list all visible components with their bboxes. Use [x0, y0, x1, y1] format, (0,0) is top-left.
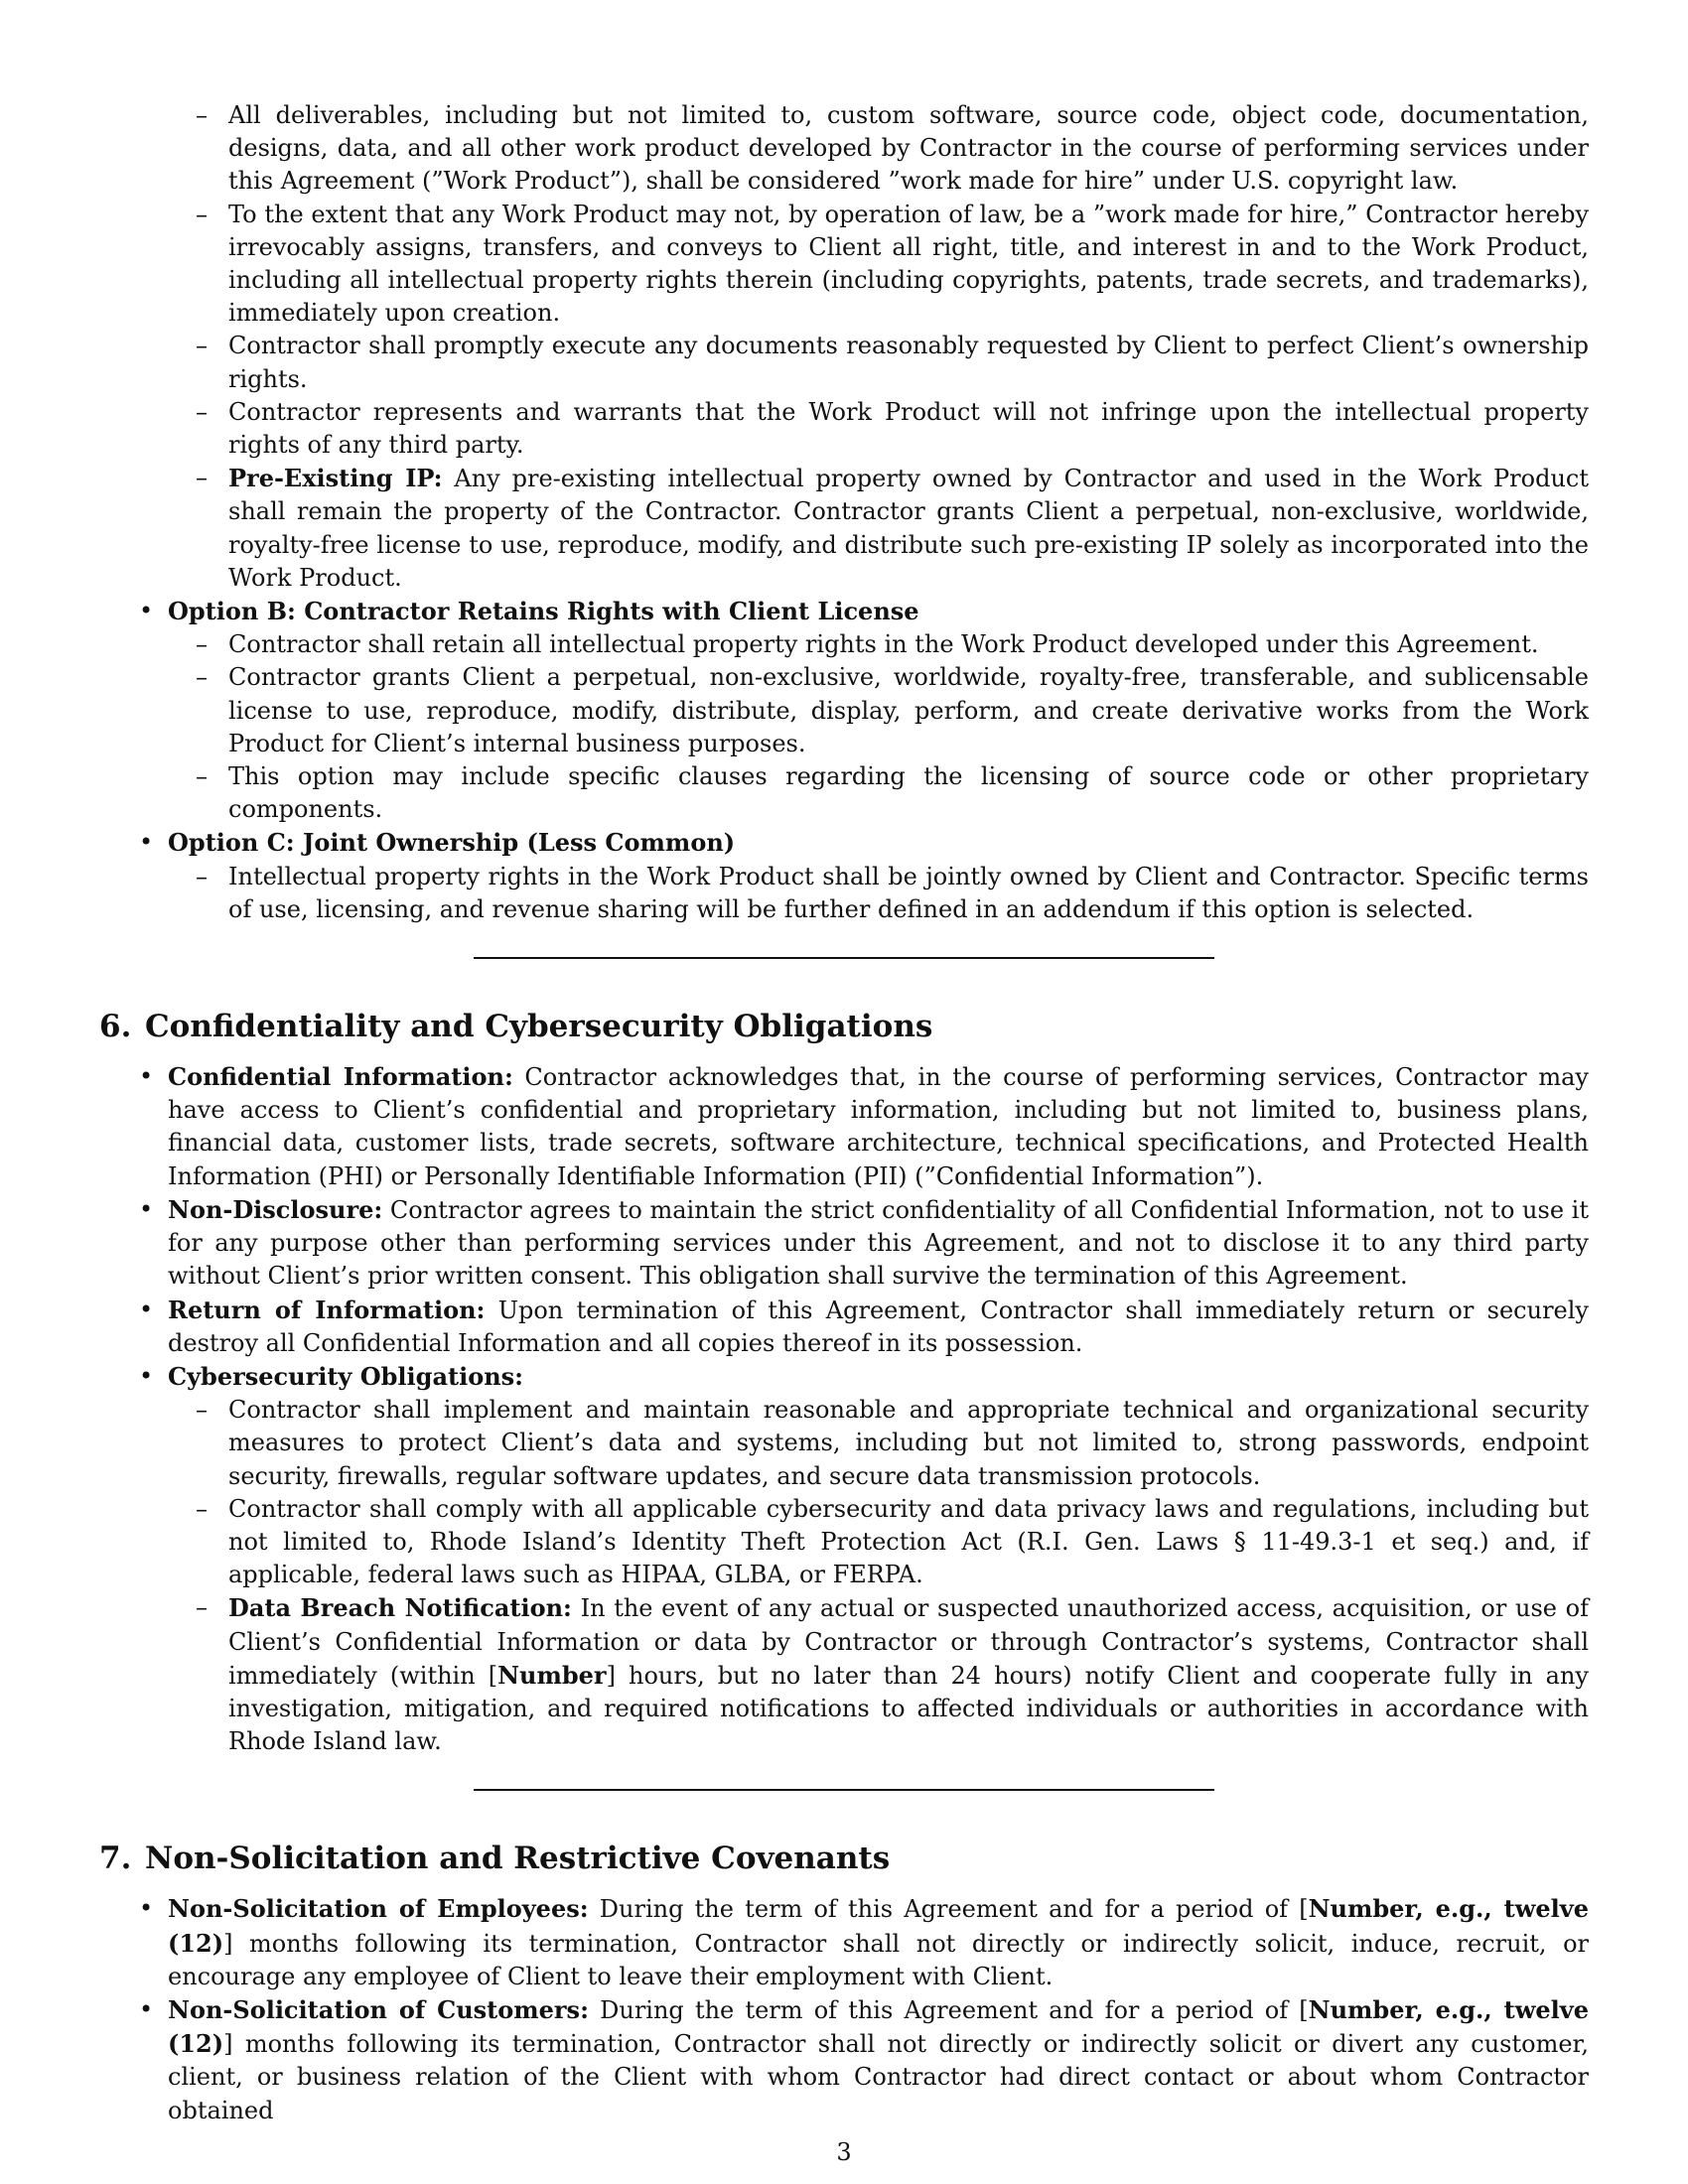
list-item — [168, 1394, 1589, 1493]
cybersecurity-item — [99, 1360, 1589, 1758]
item-label: Non-Solicitation of Employees: — [168, 1894, 589, 1924]
placeholder-field: Number, e.g., twelve (12) — [168, 1894, 1589, 1958]
item-label: Pre-Existing IP: — [228, 464, 443, 493]
list-item — [99, 1060, 1589, 1193]
item-text: Contractor shall retain all intellectual property rights in the Work Product developed under this Agreement. — [228, 630, 1539, 659]
item-text: Contractor acknowledges that, in the course of performing services, Contractor may have access to Client’s confidential and proprietary information, including but not limited to, business plans, financial data, customer lists, trade secrets, software architecture, technical specifications, and Protected Health Information (PHI) or Personally Identifiable Information (PII) (”Confidential Information”). — [168, 1063, 1589, 1190]
item-text: During the term of this Agreement and for a period of [ — [588, 1895, 1309, 1924]
section-7-heading — [99, 1839, 1589, 1878]
list-item — [168, 1493, 1589, 1592]
item-label: Non-Solicitation of Customers: — [168, 1994, 589, 2024]
list-item — [99, 1993, 1589, 2127]
list-item — [99, 99, 1589, 199]
list-item — [99, 396, 1589, 462]
list-item — [168, 1591, 1589, 1758]
section-6-list — [99, 1060, 1589, 1758]
item-text: Any pre-existing intellectual property owned by Contractor and used in the Work Product shall remain the property of the Contractor. Contractor grants Client a perpetual, non-exclusive, worldwide, royalty-free license to use, reproduce, modify, and distribute such pre-existing IP solely as incorporated into the Work Product. — [228, 465, 1589, 592]
list-item — [99, 1193, 1589, 1294]
list-item — [168, 760, 1589, 826]
ip-options-list — [99, 595, 1589, 926]
item-text: Contractor shall comply with all applicable cybersecurity and data privacy laws and regulations, including but not limited to, Rhode Island’s Identity Theft Protection Act (R.I. Gen. Laws § 11-49.3-1 et seq.) and, if applicable, federal laws such as HIPAA, GLBA, or FERPA. — [228, 1494, 1589, 1589]
page-content — [99, 99, 1589, 2127]
item-label: Data Breach Notification: — [228, 1593, 572, 1623]
option-b — [99, 595, 1589, 826]
item-text: To the extent that any Work Product may not, by operation of law, be a ”work made for hire,” Contractor hereby irrevocably assigns, transfers, and conveys to Client all right, title, and interest in and to the Work Product, including all intellectual property rights therein (including copyrights, patents, trade secrets, and trademarks), immediately upon creation. — [228, 200, 1589, 328]
option-b-title: Option B: Contractor Retains Rights with Client License — [168, 597, 919, 626]
list-item — [99, 330, 1589, 395]
item-label: Cybersecurity Obligations: — [168, 1361, 524, 1391]
list-item — [168, 661, 1589, 760]
item-text: During the term of this Agreement and for a period of [ — [588, 1995, 1309, 2024]
section-7-list — [99, 1892, 1589, 2126]
section-divider — [474, 1789, 1214, 1791]
item-text: This option may include specific clauses regarding the licensing of source code or other proprietary components. — [228, 762, 1589, 824]
list-item — [168, 861, 1589, 926]
list-item — [168, 628, 1589, 661]
option-b-items — [168, 628, 1589, 826]
page-number: 3 — [836, 2138, 852, 2166]
section-6-heading — [99, 1007, 1589, 1046]
item-text: ] months following its termination, Contractor shall not directly or indirectly solicit or divert any customer, client, or business relation of the Client with whom Contractor had direct contact or about whom Contractor obtained — [168, 2030, 1589, 2124]
placeholder-field: Number, e.g., twelve (12) — [168, 1994, 1589, 2059]
option-c-title: Option C: Joint Ownership (Less Common) — [168, 828, 736, 858]
section-number: 7. — [99, 1841, 132, 1877]
option-a-list — [99, 99, 1589, 595]
list-item — [99, 1892, 1589, 1993]
item-text: Contractor shall promptly execute any documents reasonably requested by Client to perfect Client’s ownership rights. — [228, 332, 1589, 393]
item-text: Contractor agrees to maintain the strict confidentiality of all Confidential Information, not to use it for any purpose other than performing services under this Agreement, and not to disclose it to any third party without Client’s prior written consent. This obligation shall survive the termination of this Agreement. — [168, 1195, 1589, 1291]
item-text: Intellectual property rights in the Work Product shall be jointly owned by Client and Contractor. Specific terms of use, licensing, and revenue sharing will be further defined in an addendum if this option is selected. — [228, 862, 1589, 923]
item-text: ] hours, but no later than 24 hours) notify Client and cooperate fully in any investigation, mitigation, and required notifications to affected individuals or authorities in accordance with Rhode Island law. — [228, 1661, 1589, 1756]
item-text: In the event of any actual or suspected unauthorized access, acquisition, or use of Client’s Confidential Information or data by Contractor or through Contractor’s systems, Contractor shall immediately (within [ — [228, 1594, 1589, 1690]
item-label: Return of Information: — [168, 1295, 486, 1324]
section-divider — [474, 957, 1214, 959]
section-title: Non-Solicitation and Restrictive Covenants — [145, 1841, 891, 1877]
placeholder-field: Number — [497, 1660, 607, 1690]
item-label: Confidential Information: — [168, 1062, 513, 1092]
option-c-items — [168, 861, 1589, 926]
item-text: Contractor represents and warrants that the Work Product will not infringe upon the intellectual property rights of any third party. — [228, 397, 1589, 460]
cybersecurity-list — [168, 1394, 1589, 1758]
section-title: Confidentiality and Cybersecurity Obligations — [145, 1009, 933, 1045]
list-item — [99, 199, 1589, 331]
item-text: Contractor grants Client a perpetual, non-exclusive, worldwide, royalty-free, transferable, and sublicensable license to use, reproduce, modify, distribute, display, perform, and create derivative works from the Work Product for Client’s internal business purposes. — [228, 663, 1589, 757]
option-c — [99, 826, 1589, 926]
list-item — [99, 1294, 1589, 1360]
item-text: ] months following its termination, Contractor shall not directly or indirectly solicit, induce, recruit, or encourage any employee of Client to leave their employment with Client. — [168, 1929, 1589, 1990]
item-text: Contractor shall implement and maintain reasonable and appropriate technical and organizational security measures to protect Client’s data and systems, including but not limited to, strong passwords, endpoint security, firewalls, regular software updates, and secure data transmission protocols. — [228, 1396, 1589, 1490]
item-text: Upon termination of this Agreement, Contractor shall immediately return or securely destroy all Confidential Information and all copies thereof in its possession. — [168, 1296, 1589, 1357]
item-label: Non-Disclosure: — [168, 1194, 383, 1224]
list-item — [99, 462, 1589, 595]
section-number: 6. — [99, 1009, 132, 1045]
item-text: All deliverables, including but not limited to, custom software, source code, object code, documentation, designs, data, and all other work product developed by Contractor in the course of performing services under this Agreement (”Work Product”), shall be considered ”work made for hire” under U.S. copyright law. — [228, 101, 1589, 196]
